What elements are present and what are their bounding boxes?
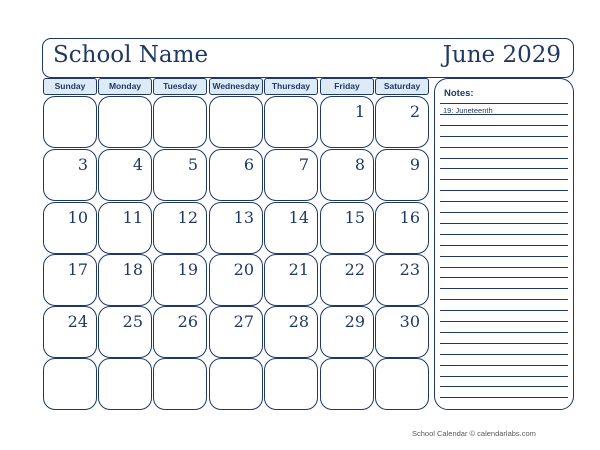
note-line <box>440 114 568 115</box>
day-number: 22 <box>344 260 365 279</box>
day-cell[interactable] <box>43 358 97 410</box>
day-number: 5 <box>187 155 198 174</box>
day-number: 11 <box>122 208 143 227</box>
day-cell[interactable] <box>43 96 97 148</box>
day-cell[interactable] <box>264 306 318 358</box>
note-line <box>440 354 568 355</box>
day-number: 19 <box>177 260 198 279</box>
note-line <box>440 310 568 311</box>
day-cell[interactable] <box>320 149 374 201</box>
day-number: 13 <box>233 208 254 227</box>
month-year-title: June 2029 <box>442 42 561 68</box>
day-cell[interactable] <box>264 149 318 201</box>
day-number: 4 <box>132 155 143 174</box>
day-cell[interactable] <box>264 358 318 410</box>
day-number: 27 <box>233 312 254 331</box>
day-cell[interactable] <box>209 202 263 254</box>
note-line <box>440 332 568 333</box>
day-cell[interactable] <box>375 358 429 410</box>
school-name: School Name <box>53 42 209 68</box>
note-line <box>440 125 568 126</box>
day-number: 20 <box>233 260 254 279</box>
note-line <box>440 190 568 191</box>
note-line <box>440 147 568 148</box>
note-line <box>440 321 568 322</box>
note-line <box>440 365 568 366</box>
day-cell[interactable] <box>209 254 263 306</box>
day-number: 29 <box>344 312 365 331</box>
note-line <box>440 136 568 137</box>
note-line <box>440 299 568 300</box>
day-cell[interactable] <box>153 254 207 306</box>
note-line <box>440 386 568 387</box>
day-number: 1 <box>354 102 365 121</box>
day-cell[interactable] <box>98 306 152 358</box>
weekday-header: Friday <box>320 78 374 95</box>
day-cell[interactable] <box>98 96 152 148</box>
day-cell[interactable] <box>43 254 97 306</box>
day-cell[interactable] <box>43 306 97 358</box>
note-line <box>440 256 568 257</box>
day-cell[interactable] <box>98 149 152 201</box>
day-cell[interactable] <box>98 202 152 254</box>
day-cell[interactable] <box>209 306 263 358</box>
day-number: 17 <box>67 260 88 279</box>
notes-title: Notes: <box>444 88 474 99</box>
note-line <box>440 168 568 169</box>
note-line <box>440 245 568 246</box>
day-number: 28 <box>288 312 309 331</box>
day-cell[interactable] <box>375 96 429 148</box>
day-cell[interactable] <box>153 306 207 358</box>
day-number: 24 <box>67 312 88 331</box>
note-line <box>440 267 568 268</box>
weekday-header: Thursday <box>264 78 318 95</box>
day-number: 6 <box>243 155 254 174</box>
day-number: 2 <box>409 102 420 121</box>
day-number: 10 <box>67 208 88 227</box>
day-cell[interactable] <box>43 149 97 201</box>
day-cell[interactable] <box>375 306 429 358</box>
note-line <box>440 376 568 377</box>
day-cell[interactable] <box>375 149 429 201</box>
day-cell[interactable] <box>320 254 374 306</box>
note-line <box>440 288 568 289</box>
note-line <box>440 234 568 235</box>
day-cell[interactable] <box>153 149 207 201</box>
day-number: 23 <box>399 260 420 279</box>
day-cell[interactable] <box>98 358 152 410</box>
day-cell[interactable] <box>264 96 318 148</box>
note-line <box>440 212 568 213</box>
note-line <box>440 397 568 398</box>
day-number: 16 <box>399 208 420 227</box>
day-cell[interactable] <box>320 96 374 148</box>
note-line <box>440 201 568 202</box>
day-cell[interactable] <box>264 254 318 306</box>
note-line <box>440 158 568 159</box>
note-item: 19: Juneteenth <box>443 106 493 115</box>
note-line <box>440 179 568 180</box>
day-number: 26 <box>177 312 198 331</box>
day-cell[interactable] <box>98 254 152 306</box>
day-number: 8 <box>354 155 365 174</box>
day-number: 30 <box>399 312 420 331</box>
day-cell[interactable] <box>153 358 207 410</box>
footer-credit: School Calendar © calendarlabs.com <box>412 429 536 438</box>
day-number: 18 <box>122 260 143 279</box>
day-cell[interactable] <box>320 306 374 358</box>
day-cell[interactable] <box>320 202 374 254</box>
day-cell[interactable] <box>43 202 97 254</box>
day-cell[interactable] <box>153 202 207 254</box>
note-line <box>440 343 568 344</box>
day-number: 12 <box>177 208 198 227</box>
day-cell[interactable] <box>209 149 263 201</box>
day-number: 15 <box>344 208 365 227</box>
day-cell[interactable] <box>264 202 318 254</box>
day-number: 3 <box>77 155 88 174</box>
note-line <box>440 277 568 278</box>
weekday-header: Saturday <box>375 78 429 95</box>
weekday-header: Sunday <box>43 78 97 95</box>
note-line <box>440 103 568 104</box>
notes-panel <box>434 78 574 410</box>
weekday-header: Wednesday <box>209 78 263 95</box>
day-cell[interactable] <box>375 202 429 254</box>
day-number: 25 <box>122 312 143 331</box>
day-cell[interactable] <box>209 358 263 410</box>
note-line <box>440 223 568 224</box>
weekday-header: Monday <box>98 78 152 95</box>
day-cell[interactable] <box>153 96 207 148</box>
day-number: 9 <box>409 155 420 174</box>
day-number: 21 <box>288 260 309 279</box>
day-cell[interactable] <box>209 96 263 148</box>
day-cell[interactable] <box>320 358 374 410</box>
day-number: 7 <box>298 155 309 174</box>
weekday-header: Tuesday <box>153 78 207 95</box>
calendar-header <box>42 38 574 78</box>
day-cell[interactable] <box>375 254 429 306</box>
day-number: 14 <box>288 208 309 227</box>
